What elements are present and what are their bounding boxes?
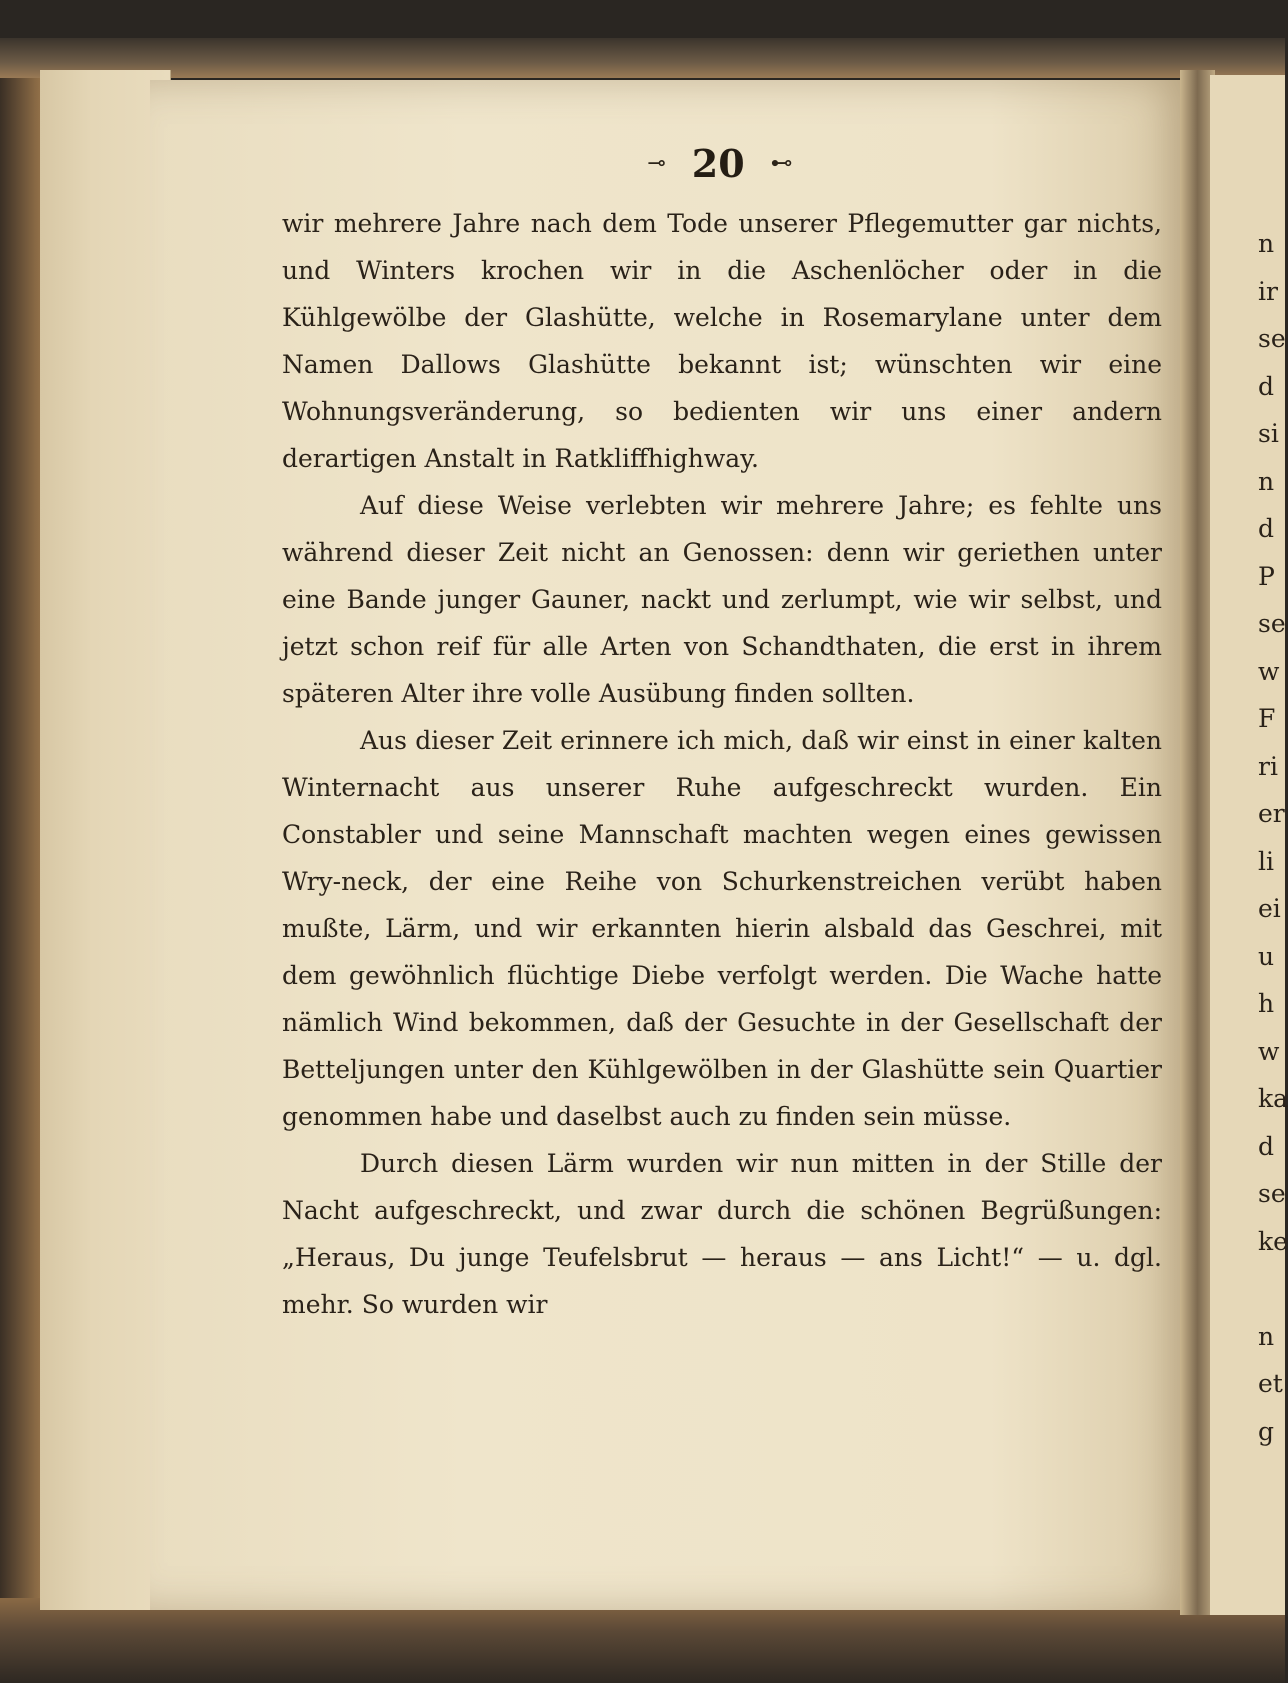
ornament-left-icon: ⊸ [647,150,666,176]
edge-fragment: P [1258,561,1275,591]
edge-fragment: n [1258,1321,1275,1351]
book-binding-bottom [0,1598,1285,1683]
edge-fragment: g [1258,1416,1275,1446]
edge-fragment: w [1258,1036,1280,1066]
edge-fragment: u [1258,941,1275,971]
edge-fragment: se [1258,324,1286,353]
edge-fragment: ka [1258,1084,1288,1113]
edge-fragment: si [1258,419,1279,448]
edge-fragment: n [1258,466,1275,496]
edge-fragment: d [1258,514,1275,543]
edge-fragment: se [1258,609,1286,638]
paragraph: Auf diese Weise verlebten wir mehrere Jahre; es fehlte uns während dieser Zeit nicht an Genossen: denn wir geriethen unter eine Bande junger Gauner, nackt und zerlumpt, wie wir selbst, und jetzt schon reif für alle Arten von Schandthaten, die erst in ihrem späteren Alter ihre volle Ausübung finden sollten. [282,491,1162,708]
edge-fragment: ei [1258,894,1281,923]
ornament-right-icon: ⊷ [770,150,793,176]
page-body-text [282,200,1162,1328]
edge-fragment: ri [1258,751,1278,781]
page-header [560,138,880,188]
next-page-text-fragments [1258,220,1288,1455]
edge-fragment: n [1258,229,1275,258]
paragraph: Aus dieser Zeit erinnere ich mich, daß wir einst in einer kalten Winternacht aus unserer Ruhe aufgeschreckt wurden. Ein Constabler und seine Mannschaft machten wegen eines gewissen Wry-neck, der eine Reihe von Schurkenstreichen verübt haben mußte, Lärm, und wir erkannten hierin alsbald das Geschrei, mit dem gewöhnlich flüchtige Diebe verfolgt werden. Die Wache hatte nämlich Wind bekommen, daß der Gesuchte in der Gesellschaft der Betteljungen unter den Kühlgewölben in der Glashütte sein Quartier genommen habe und daselbst auch zu finden sein müsse. [282,726,1162,1131]
edge-fragment: d [1258,1131,1275,1161]
edge-fragment: ke [1258,1226,1288,1256]
book-binding-top [0,38,1285,78]
edge-fragment: F [1258,704,1276,733]
edge-fragment: se [1258,1179,1286,1208]
edge-fragment: er [1258,799,1285,828]
paragraph: wir mehrere Jahre nach dem Tode unserer Pflegemutter gar nichts, und Winters krochen wir in die Aschenlöcher oder in die Kühlgewölbe der Glashütte, welche in Rosemarylane unter dem Namen Dallows Glashütte bekannt ist; wünschten wir eine Wohnungsveränderung, so bedienten wir uns einer andern derartigen Anstalt in Ratkliffhighway. [282,209,1162,473]
edge-fragment: h [1258,989,1275,1018]
paragraph: Durch diesen Lärm wurden wir nun mitten in der Stille der Nacht aufgeschreckt, und zwar durch die schönen Begrüßungen: „Heraus, Du junge Teufelsbrut — heraus — ans Licht!“ — u. dgl. mehr. So wurden wir [282,1149,1162,1319]
edge-fragment: et [1258,1369,1283,1398]
edge-fragment: d [1258,371,1275,401]
page-number: 20 [691,140,745,186]
edge-fragment: ir [1258,276,1278,306]
edge-fragment: li [1258,846,1274,876]
edge-fragment: w [1258,656,1280,686]
edge-fragment [1258,1265,1285,1313]
